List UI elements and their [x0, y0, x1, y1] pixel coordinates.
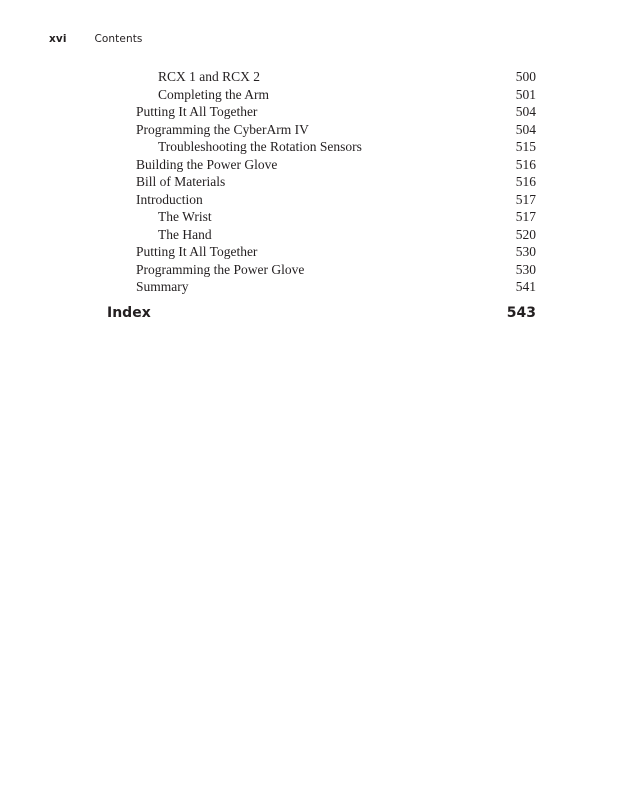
toc-entry[interactable] [0, 121, 634, 139]
toc-entry[interactable] [0, 156, 634, 174]
toc-entry-title: RCX 1 and RCX 2 [158, 69, 261, 84]
toc-entry-page: 501 [515, 86, 536, 102]
toc-entry[interactable] [0, 278, 634, 296]
toc-entry-title: The Hand [158, 226, 212, 242]
toc-entry-page: 515 [515, 139, 536, 154]
toc-entry-page: 541 [515, 279, 536, 294]
toc-entry-page: 520 [515, 226, 536, 242]
toc-entry-title: Summary [136, 279, 189, 294]
toc-entry[interactable] [0, 191, 634, 209]
toc-entry-page: 517 [515, 191, 536, 207]
toc-entry-title: Putting It All Together [136, 104, 258, 119]
toc-entry-title: Putting It All Together [136, 244, 258, 259]
toc-entry-title: The Wrist [158, 209, 212, 224]
toc-entry-page: 500 [515, 69, 536, 84]
toc-entry-title: Troubleshooting the Rotation Sensors [158, 139, 362, 154]
toc-index-page: 543 [506, 304, 536, 321]
toc-entry[interactable] [0, 226, 634, 244]
toc-entry-page: 530 [515, 261, 536, 277]
toc-entry[interactable] [0, 103, 634, 121]
toc-entry-title: Bill of Materials [136, 174, 226, 189]
toc-entry-title: Programming the Power Glove [136, 261, 305, 277]
toc-entry-page: 530 [515, 244, 536, 259]
running-head-title: Contents [94, 33, 143, 45]
toc-entry[interactable] [0, 208, 634, 226]
running-head [49, 33, 142, 45]
toc-entry[interactable] [0, 68, 634, 86]
toc-entry[interactable] [0, 261, 634, 279]
toc-entry[interactable] [0, 243, 634, 261]
toc-entry-title: Programming the CyberArm IV [136, 121, 309, 137]
toc-entry[interactable] [0, 173, 634, 191]
toc-entry-page: 516 [515, 174, 536, 189]
toc-entry-page: 517 [515, 209, 536, 224]
toc-entry[interactable] [0, 138, 634, 156]
toc-entry-title: Introduction [136, 191, 203, 207]
table-of-contents [0, 68, 634, 323]
toc-entry-page: 504 [515, 121, 536, 137]
toc-entry-page: 516 [515, 156, 536, 172]
page-number: xvi [49, 33, 67, 45]
toc-index-entry[interactable] [0, 303, 634, 323]
toc-entry-page: 504 [515, 104, 536, 119]
toc-entry[interactable] [0, 86, 634, 104]
toc-entry-title: Completing the Arm [158, 86, 269, 102]
toc-entry-title: Building the Power Glove [136, 156, 278, 172]
toc-index-title: Index [107, 304, 151, 321]
